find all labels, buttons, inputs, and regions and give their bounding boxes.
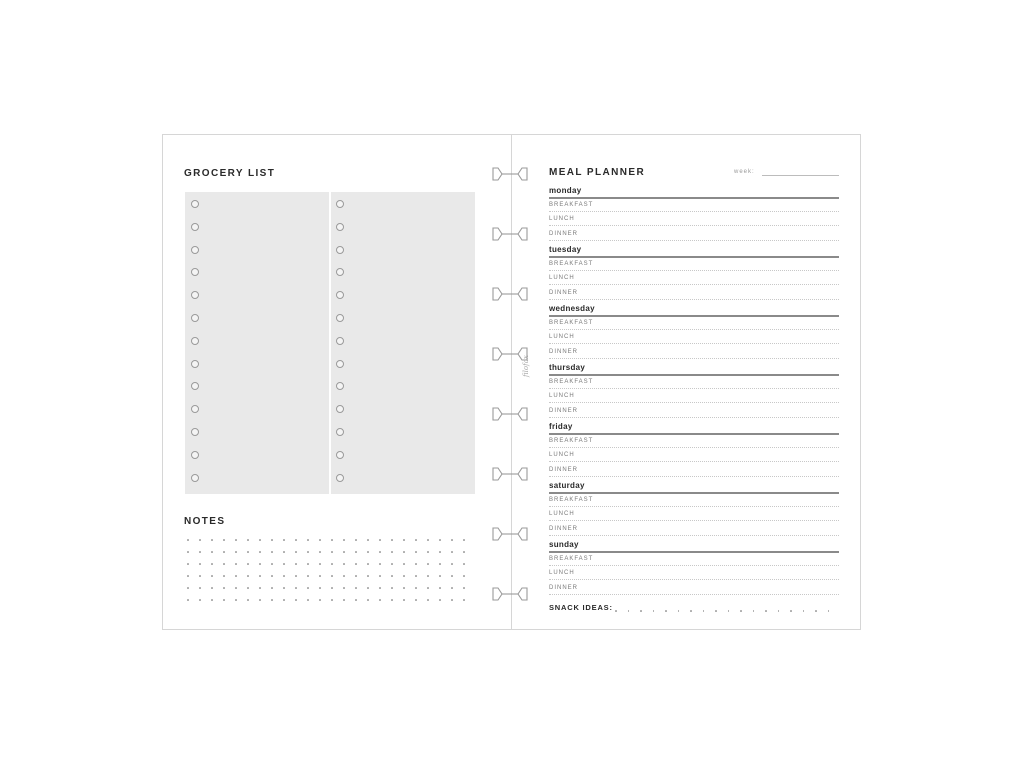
meal-entry-line[interactable] (549, 240, 839, 241)
notes-dot (247, 575, 249, 577)
grocery-checkbox[interactable] (336, 428, 344, 436)
meal-entry-line[interactable] (549, 579, 839, 580)
notes-dot (355, 563, 357, 565)
notes-dot (271, 539, 273, 541)
notes-dot (427, 563, 429, 565)
notes-dot (223, 539, 225, 541)
meal-entry-line[interactable] (549, 565, 839, 566)
grocery-checkbox[interactable] (336, 314, 344, 322)
snack-dot (690, 610, 692, 612)
notes-dot (403, 599, 405, 601)
meal-label-breakfast: BREAKFAST (549, 202, 594, 208)
notes-dot (343, 575, 345, 577)
notes-dot (355, 587, 357, 589)
grocery-checkbox[interactable] (336, 405, 344, 413)
meal-label-dinner: DINNER (549, 230, 579, 237)
notes-dot (307, 551, 309, 553)
snack-dot (715, 610, 717, 612)
meal-entry-line[interactable] (549, 594, 839, 595)
meal-entry-line[interactable] (549, 211, 839, 212)
meal-label-lunch: LUNCH (549, 511, 575, 518)
snack-dot (828, 610, 830, 612)
grocery-checkbox[interactable] (336, 360, 344, 368)
notes-dot (331, 587, 333, 589)
notes-dot (211, 539, 213, 541)
notes-dot (247, 563, 249, 565)
notes-dot (367, 563, 369, 565)
day-label-friday: friday (549, 422, 573, 431)
notes-dot (307, 539, 309, 541)
notes-dot (235, 587, 237, 589)
notes-dot (343, 551, 345, 553)
notes-dot (319, 539, 321, 541)
day-rule (549, 256, 839, 258)
notes-dot (247, 587, 249, 589)
notes-dot (319, 575, 321, 577)
notes-dot (295, 599, 297, 601)
binder-ring-icon (492, 587, 528, 601)
meal-label-lunch: LUNCH (549, 216, 575, 223)
notes-dot (367, 599, 369, 601)
notes-dot (211, 563, 213, 565)
grocery-checkbox[interactable] (191, 337, 199, 345)
snack-dot (628, 610, 630, 612)
notes-dot (271, 587, 273, 589)
notes-dot (451, 575, 453, 577)
grocery-checkbox[interactable] (191, 360, 199, 368)
notes-dot (319, 587, 321, 589)
grocery-column-divider (329, 192, 331, 494)
grocery-checkbox[interactable] (191, 246, 199, 254)
notes-dot (439, 599, 441, 601)
notes-dot (331, 575, 333, 577)
notes-dot (451, 539, 453, 541)
meal-planner-title: MEAL PLANNER (549, 167, 646, 178)
notes-dot (271, 575, 273, 577)
day-label-saturday: saturday (549, 481, 585, 490)
notes-dot (211, 587, 213, 589)
notes-dot (307, 599, 309, 601)
grocery-checkbox[interactable] (336, 246, 344, 254)
meal-label-dinner: DINNER (549, 289, 579, 296)
day-rule (549, 433, 839, 435)
notes-dot (235, 539, 237, 541)
notes-dot (427, 599, 429, 601)
grocery-checkbox[interactable] (191, 474, 199, 482)
grocery-checkbox[interactable] (191, 223, 199, 231)
meal-entry-line[interactable] (549, 270, 839, 271)
snack-dot (640, 610, 642, 612)
binder-ring-icon (492, 227, 528, 241)
grocery-checkbox[interactable] (191, 405, 199, 413)
grocery-list-block (185, 192, 475, 494)
notes-dot (259, 587, 261, 589)
notes-dot (463, 587, 465, 589)
snack-dot (765, 610, 767, 612)
grocery-checkbox[interactable] (191, 291, 199, 299)
notes-dot (187, 575, 189, 577)
day-label-wednesday: wednesday (549, 304, 595, 313)
snack-dot (615, 610, 617, 612)
notes-dot (343, 563, 345, 565)
notes-dot (427, 551, 429, 553)
meal-entry-line[interactable] (549, 417, 839, 418)
notes-dot (463, 563, 465, 565)
meal-label-lunch: LUNCH (549, 275, 575, 282)
binder-ring-icon (492, 287, 528, 301)
notes-dot (343, 539, 345, 541)
notes-dot (439, 575, 441, 577)
notes-dot (343, 587, 345, 589)
notes-dot (367, 575, 369, 577)
snack-dot (728, 610, 730, 612)
grocery-checkbox[interactable] (191, 268, 199, 276)
brand-mark: filofax (522, 355, 530, 377)
snack-dot (653, 610, 655, 612)
grocery-list-title: GROCERY LIST (184, 168, 276, 179)
meal-entry-line[interactable] (549, 520, 839, 521)
notes-dot (367, 539, 369, 541)
binder-ring-icon (492, 467, 528, 481)
notes-dot (187, 599, 189, 601)
notes-title: NOTES (184, 516, 226, 527)
notes-dot (463, 575, 465, 577)
grocery-checkbox[interactable] (336, 382, 344, 390)
notes-dot (307, 587, 309, 589)
snack-dot (703, 610, 705, 612)
day-label-thursday: thursday (549, 363, 586, 372)
notes-dot (331, 599, 333, 601)
snack-dot (678, 610, 680, 612)
meal-entry-line[interactable] (549, 225, 839, 226)
notes-dot (451, 551, 453, 553)
notes-dot (259, 551, 261, 553)
notes-dot (259, 575, 261, 577)
grocery-checkbox[interactable] (336, 268, 344, 276)
notes-dot (319, 599, 321, 601)
notes-dot (259, 563, 261, 565)
notes-dot (403, 551, 405, 553)
notes-dot (199, 563, 201, 565)
meal-entry-line[interactable] (549, 284, 839, 285)
notes-dot (391, 563, 393, 565)
meal-label-lunch: LUNCH (549, 452, 575, 459)
notes-dot (403, 587, 405, 589)
meal-label-breakfast: BREAKFAST (549, 438, 594, 444)
meal-label-lunch: LUNCH (549, 334, 575, 341)
meal-entry-line[interactable] (549, 461, 839, 462)
day-label-tuesday: tuesday (549, 245, 582, 254)
notes-dot (319, 563, 321, 565)
notes-dot (247, 539, 249, 541)
notes-dot (187, 563, 189, 565)
grocery-checkbox[interactable] (336, 337, 344, 345)
binder-ring-icon (492, 407, 528, 421)
notes-dot (415, 539, 417, 541)
meal-label-breakfast: BREAKFAST (549, 320, 594, 326)
notes-dot (211, 551, 213, 553)
meal-label-lunch: LUNCH (549, 393, 575, 400)
notes-dot (187, 551, 189, 553)
notes-dot (187, 587, 189, 589)
notes-dot (235, 563, 237, 565)
grocery-checkbox[interactable] (191, 451, 199, 459)
notes-dot (259, 599, 261, 601)
notes-dot (415, 599, 417, 601)
meal-entry-line[interactable] (549, 358, 839, 359)
notes-dot (283, 551, 285, 553)
snack-dot (803, 610, 805, 612)
notes-dot (271, 551, 273, 553)
notes-dot (295, 587, 297, 589)
week-input-line[interactable] (762, 175, 839, 176)
notes-dot (199, 575, 201, 577)
notes-dot (343, 599, 345, 601)
notes-dot (259, 539, 261, 541)
notes-dot (283, 599, 285, 601)
notes-dot (379, 551, 381, 553)
notes-dot (415, 551, 417, 553)
left-page (162, 134, 512, 630)
grocery-checkbox[interactable] (191, 428, 199, 436)
notes-dot (403, 539, 405, 541)
meal-label-dinner: DINNER (549, 466, 579, 473)
notes-dot (367, 551, 369, 553)
meal-label-breakfast: BREAKFAST (549, 497, 594, 503)
notes-dot (439, 551, 441, 553)
meal-entry-line[interactable] (549, 329, 839, 330)
notes-dot (235, 551, 237, 553)
notes-dot (451, 563, 453, 565)
grocery-checkbox[interactable] (336, 451, 344, 459)
day-rule (549, 492, 839, 494)
snack-dot (815, 610, 817, 612)
notes-dot (331, 539, 333, 541)
notes-dot (211, 599, 213, 601)
snack-dot (665, 610, 667, 612)
meal-label-dinner: DINNER (549, 584, 579, 591)
notes-dot (391, 539, 393, 541)
notes-dot (415, 575, 417, 577)
day-rule (549, 315, 839, 317)
notes-dot (355, 551, 357, 553)
notes-dot (331, 563, 333, 565)
notes-dot (427, 575, 429, 577)
notes-dot (283, 575, 285, 577)
right-page (511, 134, 861, 630)
meal-entry-line[interactable] (549, 299, 839, 300)
grocery-checkbox[interactable] (336, 200, 344, 208)
meal-entry-line[interactable] (549, 447, 839, 448)
notes-dot (295, 551, 297, 553)
notes-dot (271, 599, 273, 601)
day-rule (549, 551, 839, 553)
notes-dot (223, 563, 225, 565)
meal-label-breakfast: BREAKFAST (549, 556, 594, 562)
notes-dot (199, 539, 201, 541)
day-rule (549, 197, 839, 199)
notes-dot (391, 599, 393, 601)
binder-ring-icon (492, 347, 528, 361)
grocery-checkbox[interactable] (191, 382, 199, 390)
binder-ring-icon (492, 527, 528, 541)
meal-label-dinner: DINNER (549, 407, 579, 414)
day-rule (549, 374, 839, 376)
meal-entry-line[interactable] (549, 388, 839, 389)
notes-dot (235, 575, 237, 577)
notes-dot (271, 563, 273, 565)
notes-dot (295, 563, 297, 565)
notes-dot (199, 587, 201, 589)
notes-dot (427, 587, 429, 589)
notes-dot (223, 587, 225, 589)
binder-ring-icon (492, 167, 528, 181)
snack-dot (790, 610, 792, 612)
meal-label-dinner: DINNER (549, 525, 579, 532)
notes-dot (247, 551, 249, 553)
notes-dot (463, 599, 465, 601)
notes-dot (295, 539, 297, 541)
notes-dot (391, 575, 393, 577)
notes-dot (283, 539, 285, 541)
grocery-checkbox[interactable] (191, 200, 199, 208)
notes-dot (379, 599, 381, 601)
notes-dot (187, 539, 189, 541)
notes-dot (355, 539, 357, 541)
meal-entry-line[interactable] (549, 402, 839, 403)
notes-dot (379, 575, 381, 577)
notes-dot (403, 563, 405, 565)
notes-dot (463, 551, 465, 553)
notes-dot (247, 599, 249, 601)
grocery-checkbox[interactable] (336, 291, 344, 299)
notes-dot (379, 539, 381, 541)
notes-dot (403, 575, 405, 577)
day-label-sunday: sunday (549, 540, 579, 549)
notes-dot (439, 587, 441, 589)
notes-dot (223, 551, 225, 553)
notes-dot (391, 551, 393, 553)
week-label: week: (734, 169, 755, 175)
meal-label-breakfast: BREAKFAST (549, 379, 594, 385)
meal-label-breakfast: BREAKFAST (549, 261, 594, 267)
notes-dot (355, 575, 357, 577)
notes-dot (367, 587, 369, 589)
notes-dot (451, 599, 453, 601)
grocery-checkbox[interactable] (191, 314, 199, 322)
snack-dot (778, 610, 780, 612)
notes-dot (439, 563, 441, 565)
snack-dot (740, 610, 742, 612)
notes-dot (379, 587, 381, 589)
notes-dot (295, 575, 297, 577)
meal-label-lunch: LUNCH (549, 570, 575, 577)
snack-ideas-label: SNACK IDEAS: (549, 603, 613, 612)
notes-dot (223, 599, 225, 601)
notes-dot (439, 539, 441, 541)
notes-dot (223, 575, 225, 577)
notes-dot (235, 599, 237, 601)
notes-dot (415, 563, 417, 565)
notes-dot (283, 587, 285, 589)
notes-dot (427, 539, 429, 541)
day-label-monday: monday (549, 186, 582, 195)
snack-dot (753, 610, 755, 612)
notes-dot (307, 575, 309, 577)
notes-dot (355, 599, 357, 601)
notes-dot (199, 551, 201, 553)
meal-entry-line[interactable] (549, 535, 839, 536)
meal-entry-line[interactable] (549, 343, 839, 344)
notes-dot (319, 551, 321, 553)
grocery-checkbox[interactable] (336, 474, 344, 482)
notes-dot (307, 563, 309, 565)
notes-dot (211, 575, 213, 577)
notes-dot (379, 563, 381, 565)
grocery-checkbox[interactable] (336, 223, 344, 231)
notes-dot (463, 539, 465, 541)
notes-dot (331, 551, 333, 553)
notes-dot (199, 599, 201, 601)
notes-dot (415, 587, 417, 589)
notes-dot (283, 563, 285, 565)
meal-entry-line[interactable] (549, 476, 839, 477)
meal-label-dinner: DINNER (549, 348, 579, 355)
meal-entry-line[interactable] (549, 506, 839, 507)
notes-dot (451, 587, 453, 589)
notes-dot (391, 587, 393, 589)
